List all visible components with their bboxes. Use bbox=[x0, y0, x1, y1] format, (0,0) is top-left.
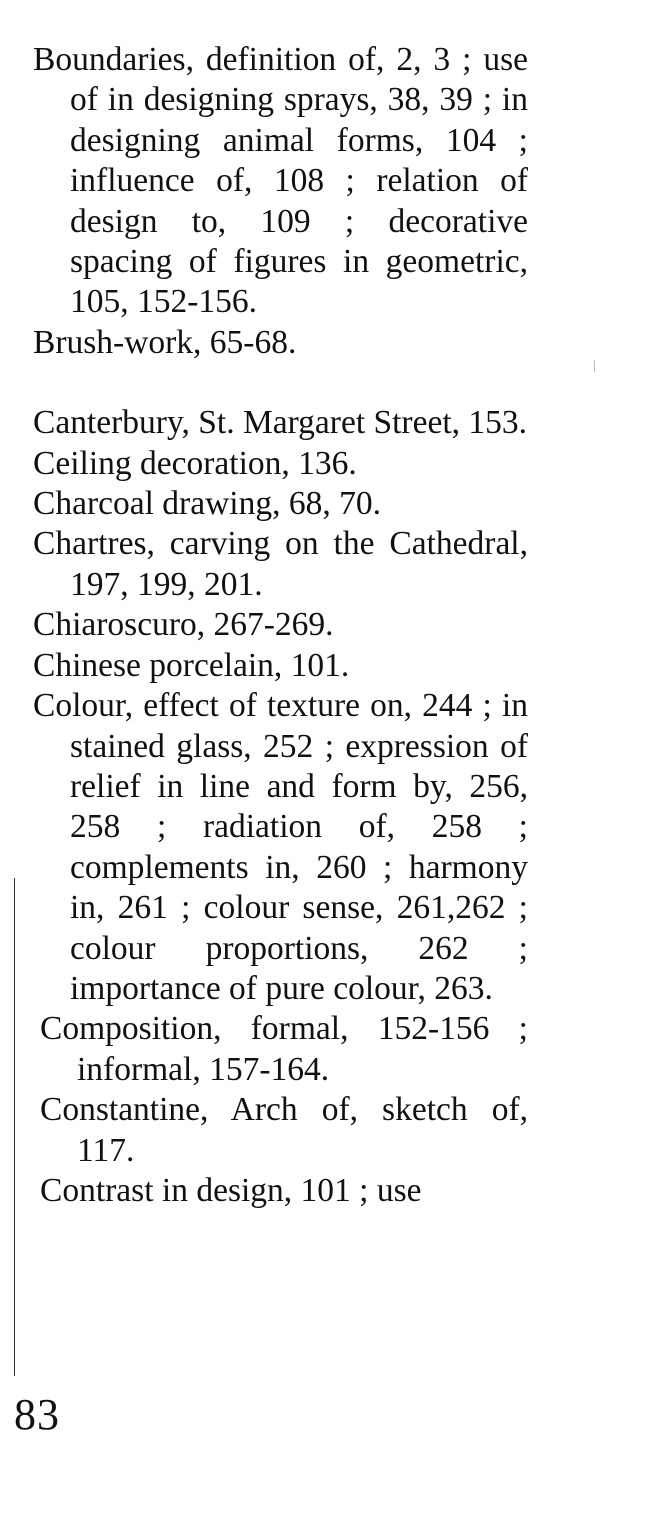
index-entry-chinese-porcelain: Chinese porcelain, 101. bbox=[33, 646, 350, 684]
index-entry-boundaries: Boundaries, definition of, 2, 3 ; use of in designing sprays, 38, 39 ; in designing animal forms, 104 ; influence of, 108 ; relation of design to, 109 ; decorative spacing of figures in geometric, 105, 152-156. bbox=[33, 41, 528, 321]
index-entry-brush-work: Brush-work, 65-68. bbox=[33, 323, 297, 361]
index-entry-canterbury: Canterbury, St. Margaret Street, 153. bbox=[33, 404, 528, 442]
scan-mark bbox=[594, 360, 595, 372]
index-entry-chartres: Chartres, carving on the Cathedral, 197, 199, 201. bbox=[33, 525, 528, 603]
index-entry-constantine: Constantine, Arch of, sketch of, 117. bbox=[40, 1091, 528, 1169]
index-entry-ceiling-decoration: Ceiling decoration, 136. bbox=[33, 444, 357, 482]
index-entry-charcoal-drawing: Charcoal drawing, 68, 70. bbox=[33, 485, 381, 523]
index-list bbox=[33, 40, 528, 1211]
index-entry-contrast: Contrast in design, 101 ; use bbox=[40, 1171, 422, 1209]
index-entry-colour: Colour, effect of texture on, 244 ; in stained glass, 252 ; expression of relief in line and form by, 256, 258 ; radiation of, 258 ; complements in, 260 ; harmony in, 261 ; colour sense, 261,262 ; colour proportions, 262 ; importance of pure colour, 263. bbox=[33, 687, 528, 1007]
margin-rule bbox=[14, 878, 15, 1376]
index-entry-chiaroscuro: Chiaroscuro, 267-269. bbox=[33, 606, 334, 644]
index-entry-composition: Composition, formal, 152-156 ; informal, 157-164. bbox=[40, 1010, 528, 1088]
page-number: 83 bbox=[14, 1390, 60, 1439]
